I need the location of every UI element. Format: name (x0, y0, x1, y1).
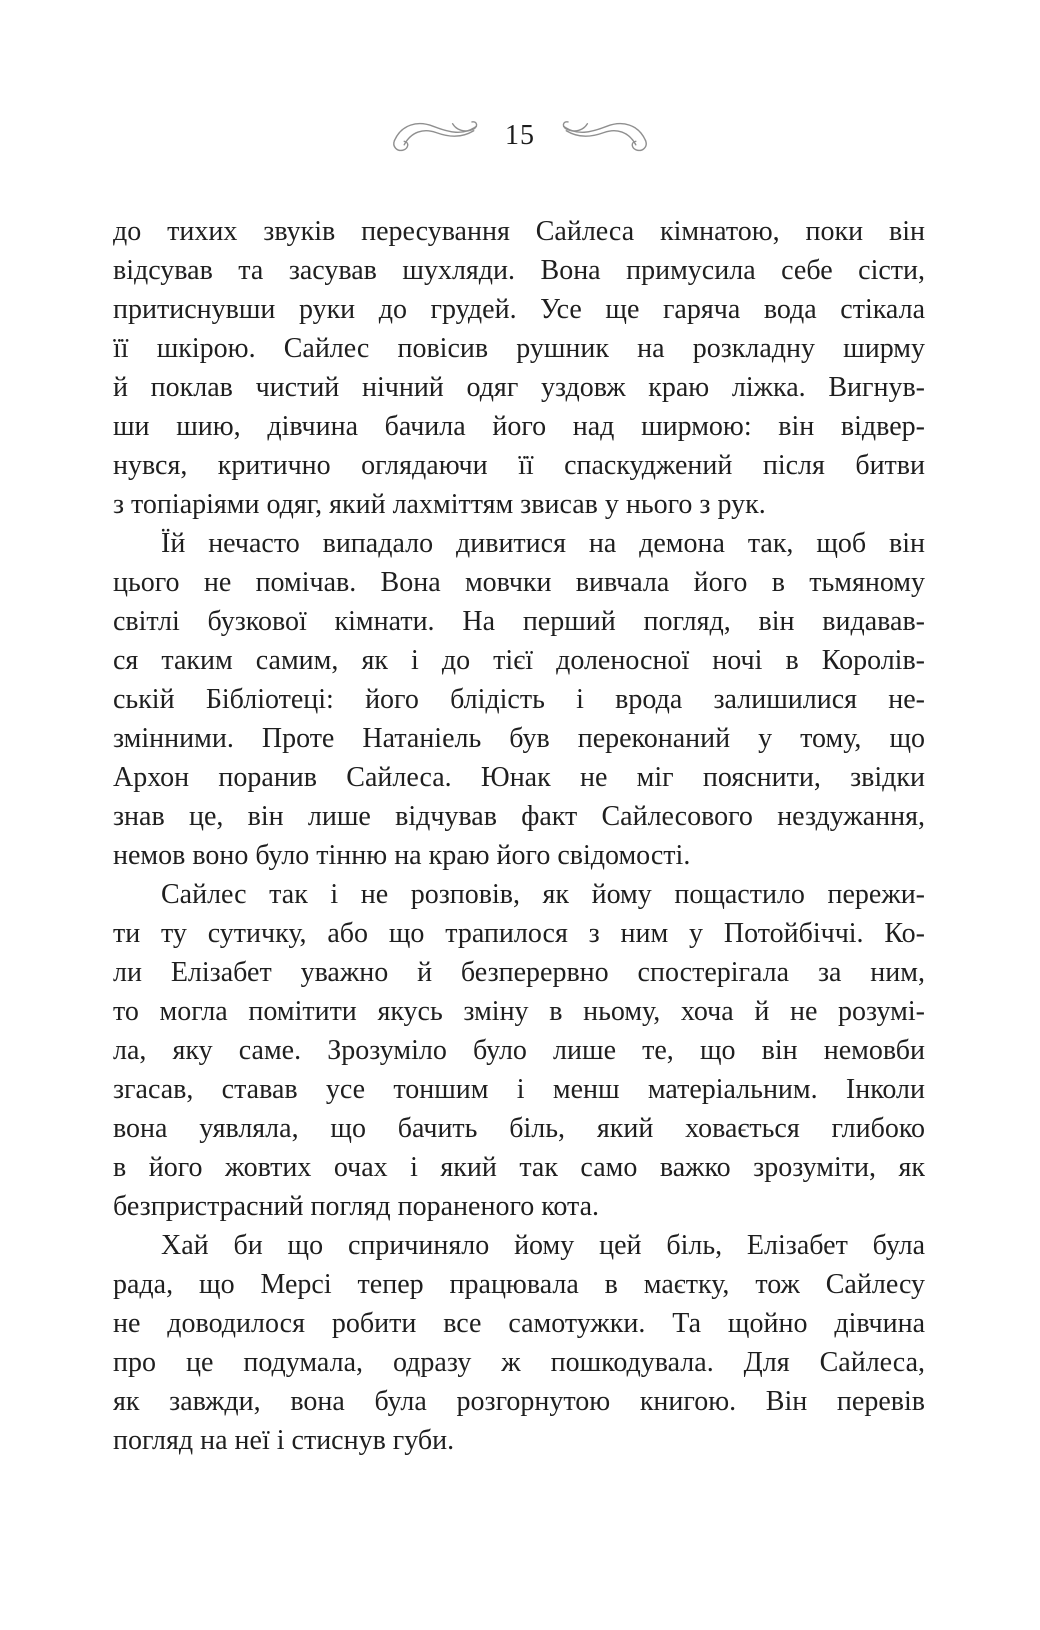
text-line: не доводилося робити все самотужки. Та щойно дівчина (113, 1308, 925, 1339)
text-line: немов воно було тінню на краю його свідомості. (113, 840, 691, 871)
text-line: про це подумала, одразу ж пошкодувала. Для Сайлеса, (113, 1347, 925, 1378)
text-line: притиснувши руки до грудей. Усе ще гаряча вода стікала (113, 294, 925, 325)
text-line: з топіаріями одяг, який лахміттям звисав у нього з рук. (113, 489, 766, 520)
text-line: ли Елізабет уважно й безперервно спостерігала за ним, (113, 957, 925, 988)
paragraph (113, 524, 925, 875)
flourish-right-icon (561, 118, 649, 154)
text-line: безпристрасний погляд пораненого кота. (113, 1191, 600, 1222)
text-line: рада, що Мерсі тепер працювала в маєтку, тож Сайлесу (113, 1269, 925, 1300)
text-line: Хай би що спричиняло йому цей біль, Елізабет була (161, 1230, 925, 1261)
text-line: як завжди, вона була розгорнутою книгою. Він перевів (113, 1386, 925, 1417)
text-line: то могла помітити якусь зміну в ньому, хоча й не розумі- (113, 996, 925, 1027)
text-line: Їй нечасто випадало дивитися на демона так, щоб він (161, 528, 925, 559)
flourish-left-icon (391, 118, 479, 154)
text-line: Архон поранив Сайлеса. Юнак не міг пояснити, звідки (113, 762, 925, 793)
text-line: згасав, ставав усе тоншим і менш матеріальним. Інколи (113, 1074, 925, 1105)
text-line: знав це, він лише відчував факт Сайлесового нездужання, (113, 801, 925, 832)
text-line: цього не помічав. Вона мовчки вивчала його в тьмяному (113, 567, 925, 598)
text-line: Сайлес так і не розповів, як йому пощастило пережи- (161, 879, 925, 910)
paragraph (113, 875, 925, 1226)
text-line: й поклав чистий нічний одяг уздовж краю ліжка. Вигнув- (113, 372, 925, 403)
text-line: ській Бібліотеці: його блідість і врода залишилися не- (113, 684, 925, 715)
text-line: до тихих звуків пересування Сайлеса кімнатою, поки він (113, 216, 925, 247)
page-number: 15 (505, 120, 535, 151)
text-line: ся таким самим, як і до тієї доленосної ночі в Королів- (113, 645, 925, 676)
text-line: нувся, критично оглядаючи її спаскуджений після битви (113, 450, 925, 481)
text-line: її шкірою. Сайлес повісив рушник на розкладну ширму (113, 333, 925, 364)
text-line: ла, яку саме. Зрозуміло було лише те, що він немовби (113, 1035, 925, 1066)
text-line: ти ту сутичку, або що трапилося з ним у Потойбіччі. Ко- (113, 918, 925, 949)
page-header (0, 118, 1040, 154)
page-body (113, 212, 925, 1460)
text-line: світлі бузкової кімнати. На перший погляд, він видавав- (113, 606, 925, 637)
text-line: в його жовтих очах і який так само важко зрозуміти, як (113, 1152, 925, 1183)
text-line: змінними. Проте Натаніель був переконаний у тому, що (113, 723, 925, 754)
text-line: відсував та засував шухляди. Вона примусила себе сісти, (113, 255, 925, 286)
text-line: вона уявляла, що бачить біль, який ховається глибоко (113, 1113, 925, 1144)
text-line: погляд на неї і стиснув губи. (113, 1425, 455, 1456)
paragraph (113, 212, 925, 524)
text-line: ши шию, дівчина бачила його над ширмою: він відвер- (113, 411, 925, 442)
paragraph (113, 1226, 925, 1460)
